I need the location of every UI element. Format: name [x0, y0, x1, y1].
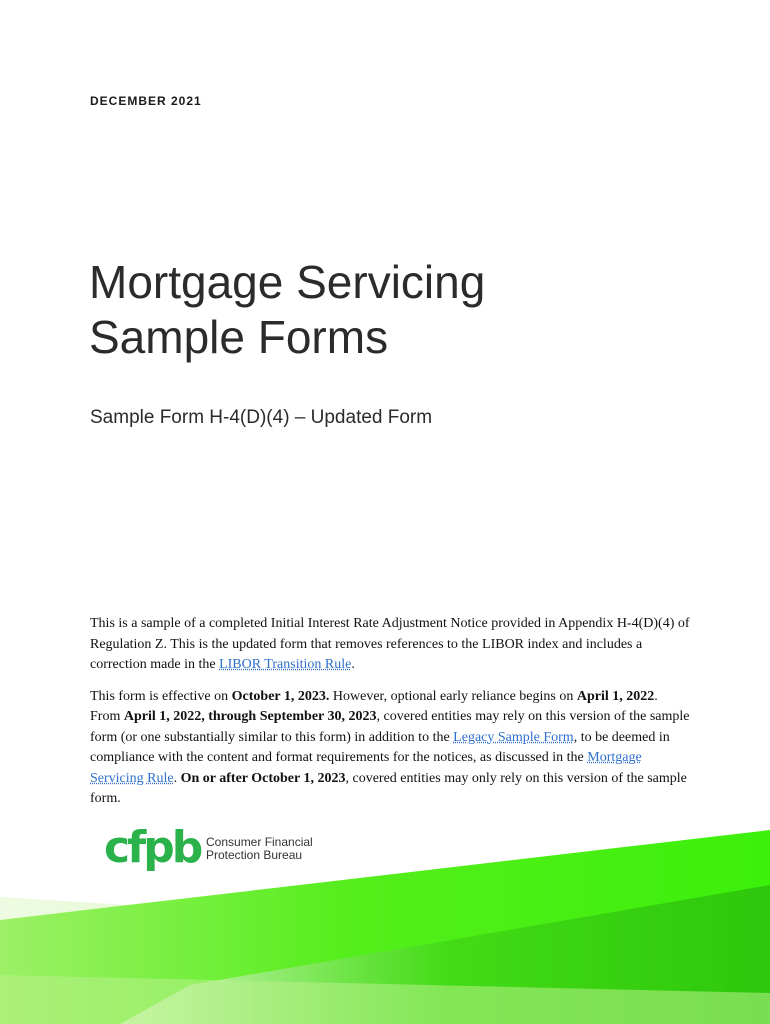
- bold-run: April 1, 2022: [576, 688, 655, 704]
- cfpb-logo-name: [206, 836, 346, 862]
- text-run: , covered entities may only rely on this version of the sample form.: [90, 770, 687, 806]
- mortgage-servicing-rule-link[interactable]: Mortgage Servicing Rule: [90, 750, 642, 786]
- body-text: [90, 614, 690, 821]
- logo-name-line-1: Consumer Financial: [206, 835, 313, 849]
- title-line-2: Sample Forms: [89, 311, 389, 363]
- page-subtitle: Sample Form H-4(D)(4) – Updated Form: [90, 407, 433, 428]
- libor-transition-rule-link[interactable]: LIBOR Transition Rule: [219, 657, 352, 672]
- text-run: This is a sample of a completed Initial Interest Rate Adjustment Notice provided in Appendix H-4(D)(4) of Regulation Z. This is the updated form that removes references to the LIBOR index and includes a correction made in the: [90, 616, 690, 672]
- text-run: .: [173, 770, 181, 786]
- text-run: However, optional early reliance begins on: [329, 688, 577, 704]
- bold-run: October 1, 2023.: [231, 688, 330, 704]
- logo-name-line-2: Protection Bureau: [206, 848, 303, 862]
- page-title: [89, 255, 689, 365]
- bold-run: April 1, 2022, through September 30, 2023: [123, 709, 377, 724]
- date-label: DECEMBER 2021: [90, 94, 202, 108]
- cfpb-logo-mark: cfpb: [104, 822, 201, 873]
- text-run: , covered entities may rely on this version of the sample form (or one substantially similar to this form) in addition to the: [90, 709, 690, 745]
- text-run: , to be deemed in compliance with the content and format requirements for the notices, as discussed in the: [90, 729, 670, 765]
- bold-run: On or after October 1, 2023: [180, 770, 346, 786]
- text-run: This form is effective on: [90, 688, 232, 704]
- text-run: .: [351, 657, 355, 672]
- title-line-1: Mortgage Servicing: [89, 256, 486, 308]
- text-run: . From: [90, 688, 658, 724]
- effective-date-paragraph: [90, 687, 690, 810]
- intro-paragraph: [90, 614, 690, 676]
- legacy-sample-form-link[interactable]: Legacy Sample Form: [453, 729, 574, 745]
